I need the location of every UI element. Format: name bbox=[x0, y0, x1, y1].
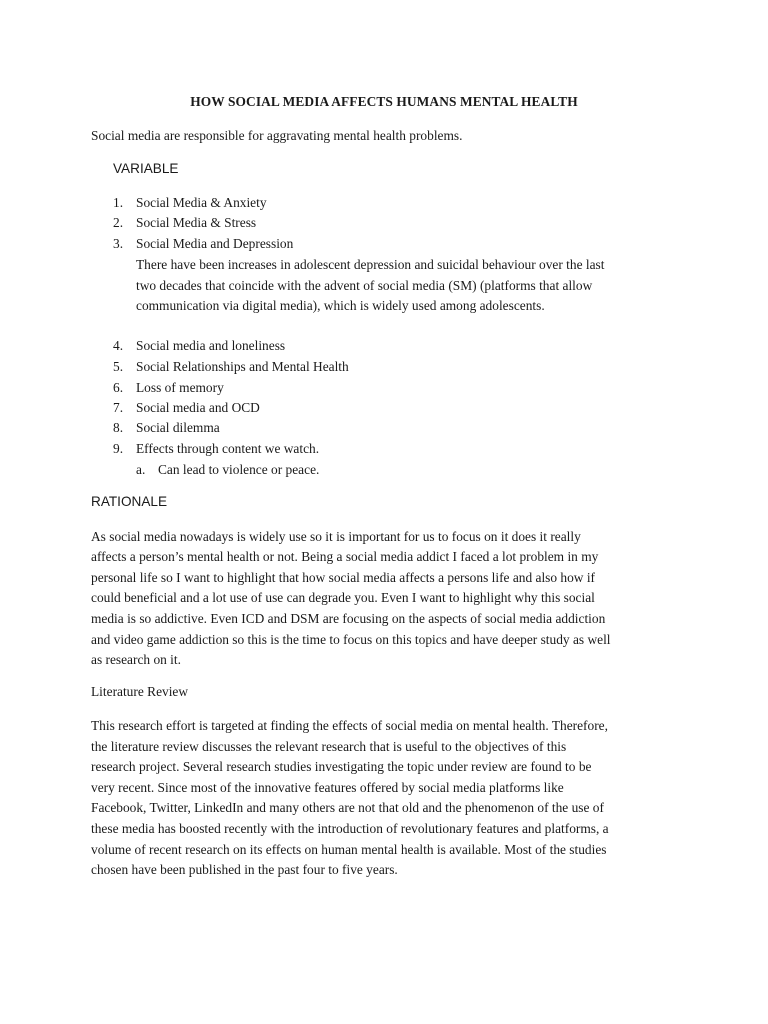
list-item-number: 1. bbox=[113, 195, 124, 210]
literature-review-heading: Literature Review bbox=[91, 684, 189, 699]
list-item: Effects through content we watch. bbox=[136, 441, 320, 456]
list-item-number: 9. bbox=[113, 441, 124, 456]
list-item-number: 4. bbox=[113, 338, 124, 353]
literature-line: volume of recent research on its effects on human mental health is available. Most of the studies bbox=[91, 842, 607, 857]
list-item: Loss of memory bbox=[136, 380, 224, 395]
literature-line: very recent. Since most of the innovative features offered by social media platforms like bbox=[91, 780, 564, 795]
literature-line: This research effort is targeted at finding the effects of social media on mental health. Therefore, bbox=[91, 718, 608, 733]
depression-description-line: There have been increases in adolescent depression and suicidal behaviour over the last bbox=[136, 257, 605, 272]
rationale-line: and video game addiction so this is the time to focus on this topics and have deeper study as well bbox=[91, 632, 611, 647]
literature-line: chosen have been published in the past four to five years. bbox=[91, 862, 398, 877]
rationale-line: affects a person’s mental health or not. Being a social media addict I faced a lot problem in my bbox=[91, 549, 599, 564]
variable-heading: VARIABLE bbox=[113, 161, 179, 176]
list-item-number: 8. bbox=[113, 420, 124, 435]
list-item: Social media and OCD bbox=[136, 400, 260, 415]
rationale-heading: RATIONALE bbox=[91, 494, 168, 509]
list-item-number: 2. bbox=[113, 215, 124, 230]
rationale-line: personal life so I want to highlight that how social media affects a persons life and also how if bbox=[91, 570, 596, 585]
literature-line: Facebook, Twitter, LinkedIn and many others are not that old and the phenomenon of the use of bbox=[91, 800, 604, 815]
depression-description-line: communication via digital media), which is widely used among adolescents. bbox=[136, 298, 545, 313]
depression-description-line: two decades that coincide with the advent of social media (SM) (platforms that allow bbox=[136, 278, 593, 293]
rationale-line: as research on it. bbox=[91, 652, 181, 667]
literature-line: the literature review discusses the relevant research that is useful to the objectives of this bbox=[91, 739, 567, 754]
intro-text: Social media are responsible for aggravating mental health problems. bbox=[91, 128, 463, 143]
sub-list-item-number: a. bbox=[136, 462, 146, 477]
list-item: Social Media and Depression bbox=[136, 236, 294, 251]
literature-line: research project. Several research studies investigating the topic under review are found to be bbox=[91, 759, 592, 774]
rationale-line: media is so addictive. Even ICD and DSM are focusing on the aspects of social media addiction bbox=[91, 611, 606, 626]
list-item-number: 6. bbox=[113, 380, 124, 395]
list-item: Social Relationships and Mental Health bbox=[136, 359, 349, 374]
literature-line: these media has boosted recently with the introduction of revolutionary features and platforms, a bbox=[91, 821, 609, 836]
list-item: Social Media & Anxiety bbox=[136, 195, 267, 210]
rationale-line: could beneficial and a lot use of use can degrade you. Even I want to highlight why this social bbox=[91, 590, 595, 605]
sub-list-item: Can lead to violence or peace. bbox=[158, 462, 320, 477]
rationale-line: As social media nowadays is widely use so it is important for us to focus on it does it really bbox=[91, 529, 581, 544]
document-title: HOW SOCIAL MEDIA AFFECTS HUMANS MENTAL HEALTH bbox=[190, 94, 578, 109]
list-item-number: 3. bbox=[113, 236, 124, 251]
list-item: Social media and loneliness bbox=[136, 338, 286, 353]
list-item-number: 5. bbox=[113, 359, 124, 374]
list-item-number: 7. bbox=[113, 400, 124, 415]
list-item: Social dilemma bbox=[136, 420, 220, 435]
list-item: Social Media & Stress bbox=[136, 215, 257, 230]
